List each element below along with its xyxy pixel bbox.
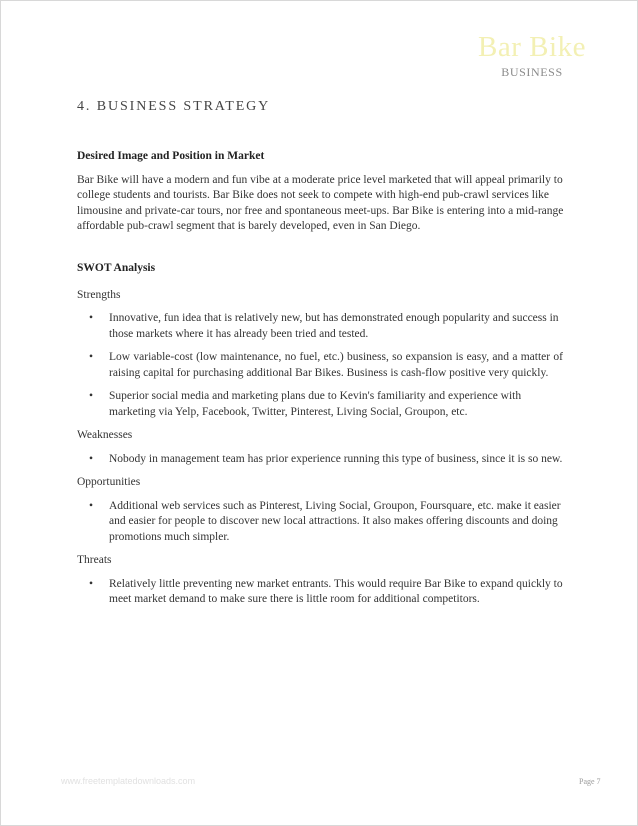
desired-image-paragraph: Bar Bike will have a modern and fun vibe at a moderate price level marketed that will appeal primarily to college students and tourists. Bar Bike does not seek to compete with high-end pub-crawl services like limousine and private-car tours, nor free and spontaneous meet-ups. Bar Bike is entering into a mid-range affordable pub-crawl segment that is barely developed, even in San Diego. bbox=[77, 173, 564, 232]
list-item bbox=[77, 577, 563, 608]
section-title: 4. BUSINESS STRATEGY bbox=[77, 99, 271, 114]
bullet-icon: • bbox=[89, 577, 94, 590]
logo-subtitle: BUSINESS bbox=[501, 65, 563, 79]
list-item bbox=[77, 499, 563, 546]
list-item bbox=[77, 311, 563, 342]
page-number: Page 7 bbox=[579, 777, 601, 786]
list-item bbox=[77, 389, 563, 420]
opportunities-list bbox=[77, 499, 567, 546]
weaknesses-list bbox=[77, 452, 567, 468]
bullet-icon: • bbox=[89, 312, 94, 324]
footer-watermark: www.freetemplatedownloads.com bbox=[61, 776, 196, 786]
strength-text: Superior social media and marketing plans due to Kevin's familiarity and experience with marketing via Yelp, Facebook, Twitter, Pinterest, Living Social, Groupon, etc. bbox=[109, 390, 522, 418]
desired-image-heading: Desired Image and Position in Market bbox=[77, 150, 265, 162]
document-body bbox=[77, 149, 567, 616]
bullet-icon: • bbox=[89, 351, 94, 363]
list-item bbox=[77, 350, 563, 381]
weakness-text: Nobody in management team has prior experience running this type of business, since it is so new. bbox=[109, 452, 563, 465]
bullet-icon: • bbox=[89, 499, 94, 512]
swot-heading: SWOT Analysis bbox=[77, 261, 156, 274]
bullet-icon: • bbox=[89, 390, 94, 402]
bullet-icon: • bbox=[89, 452, 94, 465]
strength-text: Low variable-cost (low maintenance, no fuel, etc.) business, so expansion is easy, and a matter of raising capital for purchasing additional Bar Bikes. Business is cash-flow positive very quickly. bbox=[109, 351, 563, 379]
opportunity-text: Additional web services such as Pinterest, Living Social, Groupon, Foursquare, etc. make it easier and easier for people to discover new local attractions. It also makes offering discounts and doing promotions much simpler. bbox=[109, 499, 561, 543]
strengths-label: Strengths bbox=[77, 288, 121, 301]
threats-label: Threats bbox=[77, 554, 112, 566]
threat-text: Relatively little preventing new market entrants. This would require Bar Bike to expand quickly to meet market demand to make sure there is little room for additional competitors. bbox=[109, 577, 563, 605]
weaknesses-label: Weaknesses bbox=[77, 429, 133, 441]
list-item bbox=[77, 452, 563, 468]
strengths-list bbox=[77, 311, 567, 420]
company-logo bbox=[457, 31, 607, 79]
opportunities-label: Opportunities bbox=[77, 476, 141, 488]
strength-text: Innovative, fun idea that is relatively new, but has demonstrated enough popularity and success in those markets where it has already been tried and tested. bbox=[109, 312, 559, 340]
logo-name: Bar Bike bbox=[478, 31, 586, 63]
threats-list bbox=[77, 577, 567, 608]
